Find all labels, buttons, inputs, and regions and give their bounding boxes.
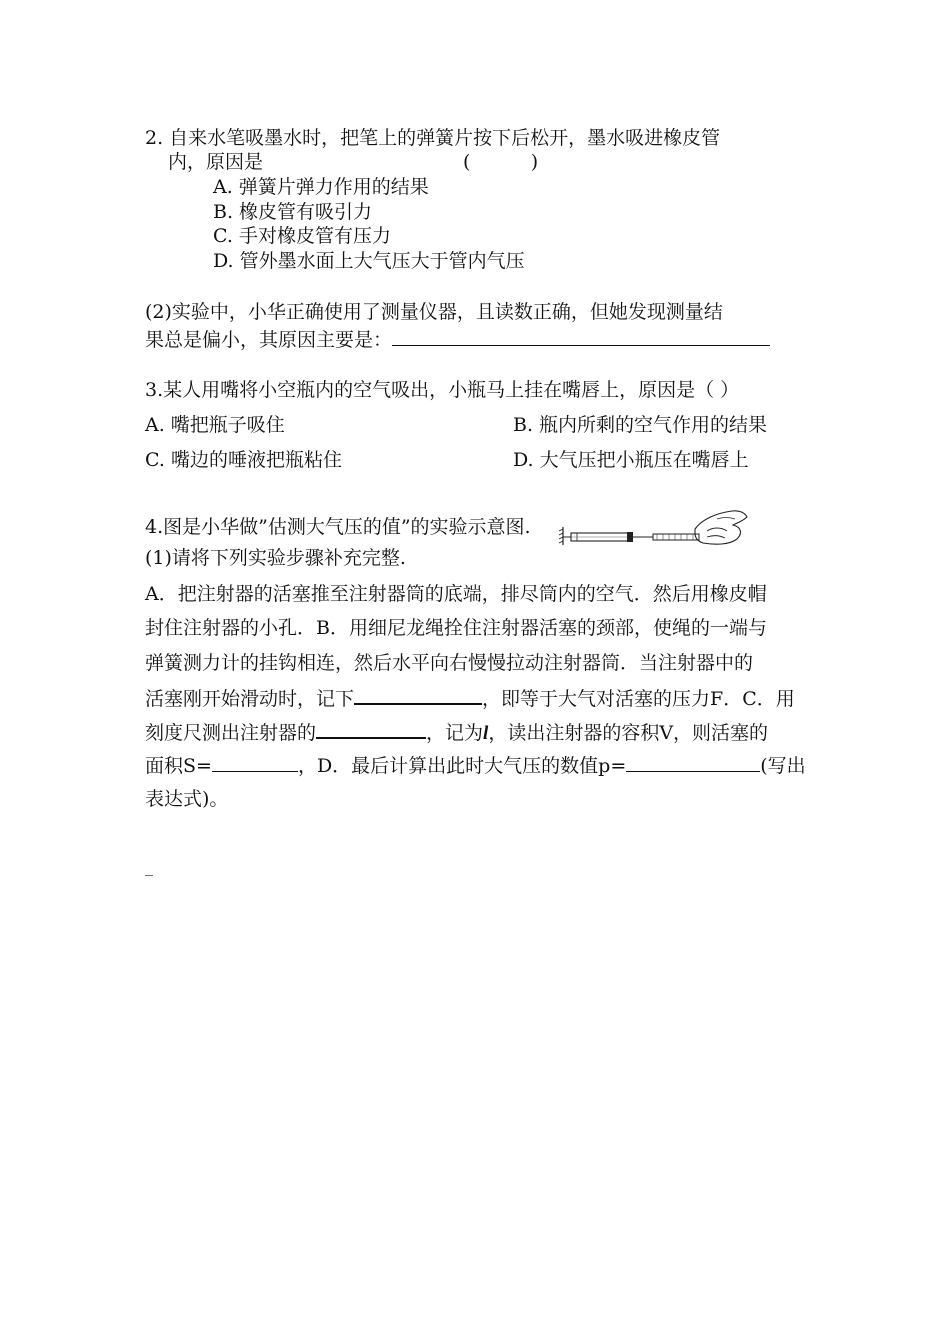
q3-option-b: B. 瓶内所剩的空气作用的结果 — [513, 414, 768, 436]
q3-option-c: C. 嘴边的唾液把瓶粘住 — [145, 449, 342, 471]
syringe-experiment-figure — [557, 505, 752, 549]
q4-l6-text-c: (写出 — [760, 755, 806, 777]
q3-stem: 3.某人用嘴将小空瓶内的空气吸出，小瓶马上挂在嘴唇上，原因是（ ） — [145, 379, 740, 401]
q2-stem-text: 内，原因是 — [168, 151, 264, 173]
q4-blank-pressure — [626, 753, 760, 772]
q4-l5-text-c: ，读出注射器的容积V，则活塞的 — [488, 722, 769, 744]
q4-stem: 4.图是小华做”估测大气压的值”的实验示意图. — [145, 516, 531, 538]
q2-option-d: D. 管外墨水面上大气压大于管内气压 — [213, 250, 525, 272]
footer-mark: _ — [145, 857, 153, 876]
q3-option-a: A. 嘴把瓶子吸住 — [145, 414, 285, 436]
q2-part2-line2 — [145, 327, 770, 352]
q4-l5-text-a: 刻度尺测出注射器的 — [145, 722, 317, 744]
q4-para-line1: A．把注射器的活塞推至注射器筒的底端，排尽筒内的空气．然后用橡皮帽 — [145, 583, 767, 605]
q2-part2-answer-blank — [392, 327, 770, 346]
q4-para-line4 — [145, 685, 795, 711]
q4-para-line2: 封住注射器的小孔．B．用细尼龙绳拴住注射器活塞的颈部，使绳的一端与 — [145, 617, 767, 639]
q4-l6-text-b: ，D．最后计算出此时大气压的数值p= — [297, 755, 627, 777]
q2-stem-line1: 2. 自来水笔吸墨水时，把笔上的弹簧片按下后松开，墨水吸进橡皮管 — [145, 127, 721, 149]
q3-option-d: D. 大气压把小瓶压在嘴唇上 — [513, 449, 749, 471]
q4-blank-length — [316, 719, 426, 739]
q4-blank-force — [354, 685, 482, 705]
q4-l4-text-b: ，即等于大气对活塞的压力F．C．用 — [482, 688, 795, 710]
q4-l6-text-a: 面积S= — [145, 755, 212, 777]
q4-para-line7: 表达式)。 — [145, 788, 229, 810]
q4-l5-text-b: ，记为 — [426, 722, 484, 744]
q2-option-b: B. 橡皮管有吸引力 — [213, 201, 373, 223]
q4-para-line3: 弹簧测力计的挂钩相连，然后水平向右慢慢拉动注射器筒．当注射器中的 — [145, 652, 754, 674]
q4-para-line6 — [145, 753, 806, 778]
q2-part2-text: 果总是偏小，其原因主要是： — [145, 329, 393, 351]
q4-sub1: (1)请将下列实验步骤补充完整. — [145, 547, 406, 569]
q4-blank-area — [212, 753, 298, 772]
q2-option-a: A. 弹簧片弹力作用的结果 — [213, 176, 429, 198]
q4-para-line5 — [145, 719, 768, 746]
q2-answer-paren: ( ) — [463, 151, 539, 173]
q4-l4-text-a: 活塞刚开始滑动时，记下 — [145, 688, 355, 710]
q2-stem-line2 — [168, 150, 539, 174]
q2-option-c: C. 手对橡皮管有压力 — [213, 225, 391, 247]
q4-symbol-l: l — [483, 723, 489, 744]
q2-part2-line1: (2)实验中，小华正确使用了测量仪器，且读数正确，但她发现测量结 — [145, 301, 723, 323]
